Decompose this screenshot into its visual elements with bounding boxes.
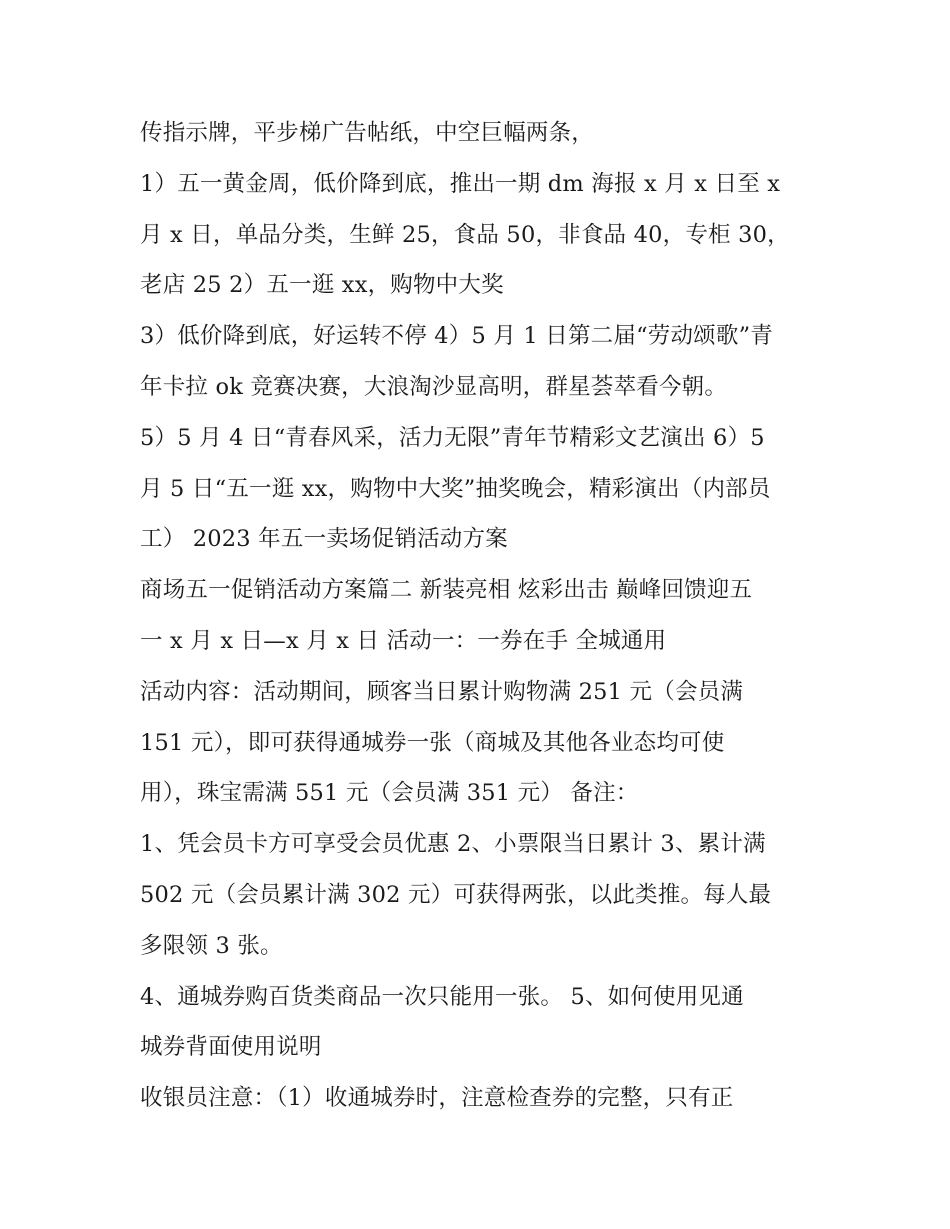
text-line: 城券背面使用说明 (140, 1034, 322, 1061)
text-line: 月 5 日“五一逛 xx，购物中大奖”抽奖晚会，精彩演出（内部员 (140, 475, 771, 502)
text-line: 活动内容：活动期间，顾客当日累计购物满 251 元（会员满 (140, 678, 744, 705)
document-body (140, 108, 820, 1124)
text-line: 老店 25 2）五一逛 xx，购物中大奖 (140, 272, 504, 299)
text-line: 商场五一促销活动方案篇二 新装亮相 炫彩出击 巅峰回馈迎五 (140, 577, 753, 604)
text-line: 收银员注意：（1）收通城券时，注意检查券的完整，只有正 (140, 1085, 734, 1112)
text-line: 1、凭会员卡方可享受会员优惠 2、小票限当日累计 3、累计满 (140, 831, 766, 858)
text-line: 5）5 月 4 日“青春风采，活力无限”青年节精彩文艺演出 6）5 (140, 424, 765, 451)
text-line: 年卡拉 ok 竞赛决赛，大浪淘沙显高明，群星荟萃看今朝。 (140, 373, 728, 400)
text-line: 502 元（会员累计满 302 元）可获得两张，以此类推。每人最 (140, 881, 772, 908)
text-line: 月 x 日，单品分类，生鲜 25，食品 50，非食品 40，专柜 30， (140, 221, 790, 248)
text-line: 用），珠宝需满 551 元（会员满 351 元） 备注： (140, 780, 639, 807)
text-line: 151 元），即可获得通城券一张（商城及其他各业态均可使 (140, 729, 725, 756)
text-line: 4、通城券购百货类商品一次只能用一张。 5、如何使用见通 (140, 983, 744, 1010)
text-line: 多限领 3 张。 (140, 932, 283, 959)
text-line: 1）五一黄金周，低价降到底，推出一期 dm 海报 x 月 x 日至 x (140, 170, 781, 197)
text-line: 3）低价降到底，好运转不停 4）5 月 1 日第二届“劳动颂歌”青 (140, 323, 773, 350)
text-line: 工） 2023 年五一卖场促销活动方案 (140, 526, 508, 553)
text-line: 一 x 月 x 日—x 月 x 日 活动一：一券在手 全城通用 (140, 627, 667, 654)
text-line: 传指示牌，平步梯广告帖纸，中空巨幅两条， (140, 120, 595, 146)
